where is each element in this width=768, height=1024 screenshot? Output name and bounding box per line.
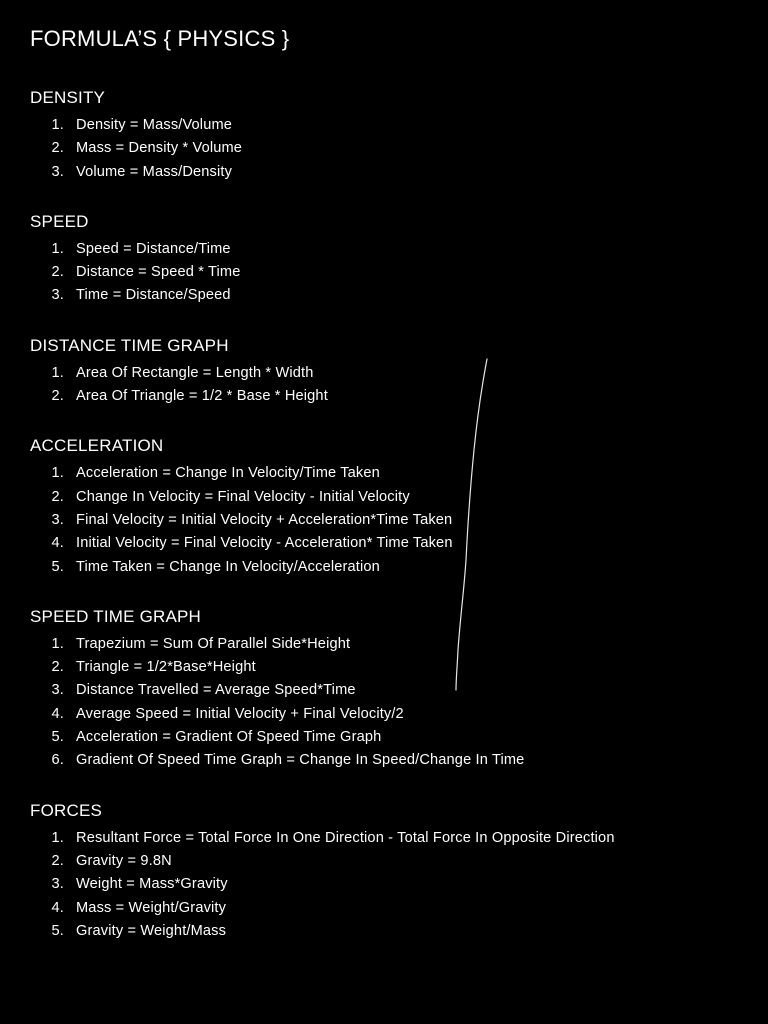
formula-item — [30, 633, 750, 656]
section-heading: DISTANCE TIME GRAPH — [30, 335, 229, 355]
list-number: 2. — [51, 488, 64, 505]
section-heading: ACCELERATION — [30, 436, 164, 456]
formula-list — [30, 238, 750, 308]
formula-text: Acceleration = Gradient Of Speed Time Graph — [76, 729, 382, 746]
formula-text: Mass = Weight/Gravity — [76, 899, 227, 916]
formula-list — [30, 114, 750, 184]
list-number: 1. — [51, 117, 64, 133]
formula-item — [30, 532, 750, 555]
section-density — [30, 86, 750, 184]
formula-item — [30, 161, 750, 184]
formula-text: Distance = Speed * Time — [76, 264, 241, 281]
list-number: 3. — [51, 287, 64, 304]
formula-text: Acceleration = Change In Velocity/Time Taken — [76, 465, 380, 482]
formula-text: Density = Mass/Volume — [76, 117, 233, 133]
formula-text: Area Of Rectangle = Length * Width — [76, 364, 314, 381]
section-heading: DENSITY — [30, 88, 106, 107]
formula-text: Time = Distance/Speed — [76, 287, 231, 304]
list-number: 6. — [51, 752, 64, 769]
list-number: 2. — [51, 659, 64, 676]
formula-text: Speed = Distance/Time — [76, 240, 231, 257]
formula-text: Final Velocity = Initial Velocity + Acceleration*Time Taken — [76, 511, 453, 528]
list-number: 1. — [51, 635, 64, 652]
formula-text: Initial Velocity = Final Velocity - Acceleration* Time Taken — [76, 535, 453, 552]
formula-item — [30, 462, 750, 485]
list-number: 4. — [51, 899, 64, 916]
formula-item — [30, 873, 750, 896]
formula-item — [30, 656, 750, 679]
formula-item — [30, 385, 750, 408]
formula-item — [30, 362, 750, 385]
list-number: 4. — [51, 705, 64, 722]
list-number: 5. — [51, 922, 64, 939]
formula-list — [30, 362, 750, 409]
formula-text: Resultant Force = Total Force In One Direction - Total Force In Opposite Direction — [76, 829, 615, 846]
formula-text: Gradient Of Speed Time Graph = Change In Speed/Change In Time — [76, 752, 525, 769]
list-number: 1. — [51, 829, 64, 846]
formula-text: Weight = Mass*Gravity — [76, 876, 228, 893]
section-distance-time-graph — [30, 334, 750, 409]
section-heading: SPEED TIME GRAPH — [30, 606, 202, 626]
formula-item — [30, 486, 750, 509]
list-number: 2. — [51, 264, 64, 281]
list-number: 5. — [51, 558, 64, 575]
formula-item — [30, 703, 750, 726]
formula-item — [30, 261, 750, 284]
formula-text: Change In Velocity = Final Velocity - Initial Velocity — [76, 488, 410, 505]
formula-list — [30, 827, 750, 943]
section-heading: SPEED — [30, 211, 89, 231]
formula-item — [30, 679, 750, 702]
list-number: 2. — [51, 388, 64, 405]
list-number: 3. — [51, 511, 64, 528]
formula-text: Gravity = 9.8N — [76, 852, 172, 869]
list-number: 1. — [51, 240, 64, 257]
formula-text: Area Of Triangle = 1/2 * Base * Height — [76, 388, 328, 405]
list-number: 1. — [51, 364, 64, 381]
note-page — [30, 24, 750, 969]
section-speed — [30, 210, 750, 308]
list-number: 4. — [51, 535, 64, 552]
formula-item — [30, 284, 750, 307]
formula-item — [30, 726, 750, 749]
formula-item — [30, 238, 750, 261]
formula-item — [30, 827, 750, 850]
formula-list — [30, 633, 750, 773]
section-acceleration — [30, 434, 750, 578]
list-number: 2. — [51, 852, 64, 869]
formula-text: Gravity = Weight/Mass — [76, 922, 227, 939]
formula-item — [30, 897, 750, 920]
formula-item — [30, 556, 750, 579]
list-number: 1. — [51, 465, 64, 482]
formula-text: Mass = Density * Volume — [76, 140, 243, 157]
formula-text: Time Taken = Change In Velocity/Acceleration — [76, 558, 380, 575]
page-title: FORMULA’S { PHYSICS } — [30, 26, 290, 51]
formula-item — [30, 749, 750, 772]
list-number: 3. — [51, 682, 64, 699]
section-heading: FORCES — [30, 800, 103, 820]
section-speed-time-graph — [30, 605, 750, 773]
formula-item — [30, 114, 750, 137]
sections-container — [30, 86, 750, 943]
list-number: 2. — [51, 140, 64, 157]
section-forces — [30, 799, 750, 943]
formula-text: Distance Travelled = Average Speed*Time — [76, 682, 356, 699]
formula-text: Average Speed = Initial Velocity + Final Velocity/2 — [76, 705, 404, 722]
formula-item — [30, 850, 750, 873]
formula-text: Triangle = 1/2*Base*Height — [76, 659, 256, 676]
formula-text: Trapezium = Sum Of Parallel Side*Height — [76, 635, 351, 652]
formula-list — [30, 462, 750, 578]
formula-item — [30, 137, 750, 160]
formula-item — [30, 920, 750, 943]
formula-item — [30, 509, 750, 532]
list-number: 5. — [51, 729, 64, 746]
formula-text: Volume = Mass/Density — [76, 163, 233, 180]
list-number: 3. — [51, 876, 64, 893]
list-number: 3. — [51, 163, 64, 180]
